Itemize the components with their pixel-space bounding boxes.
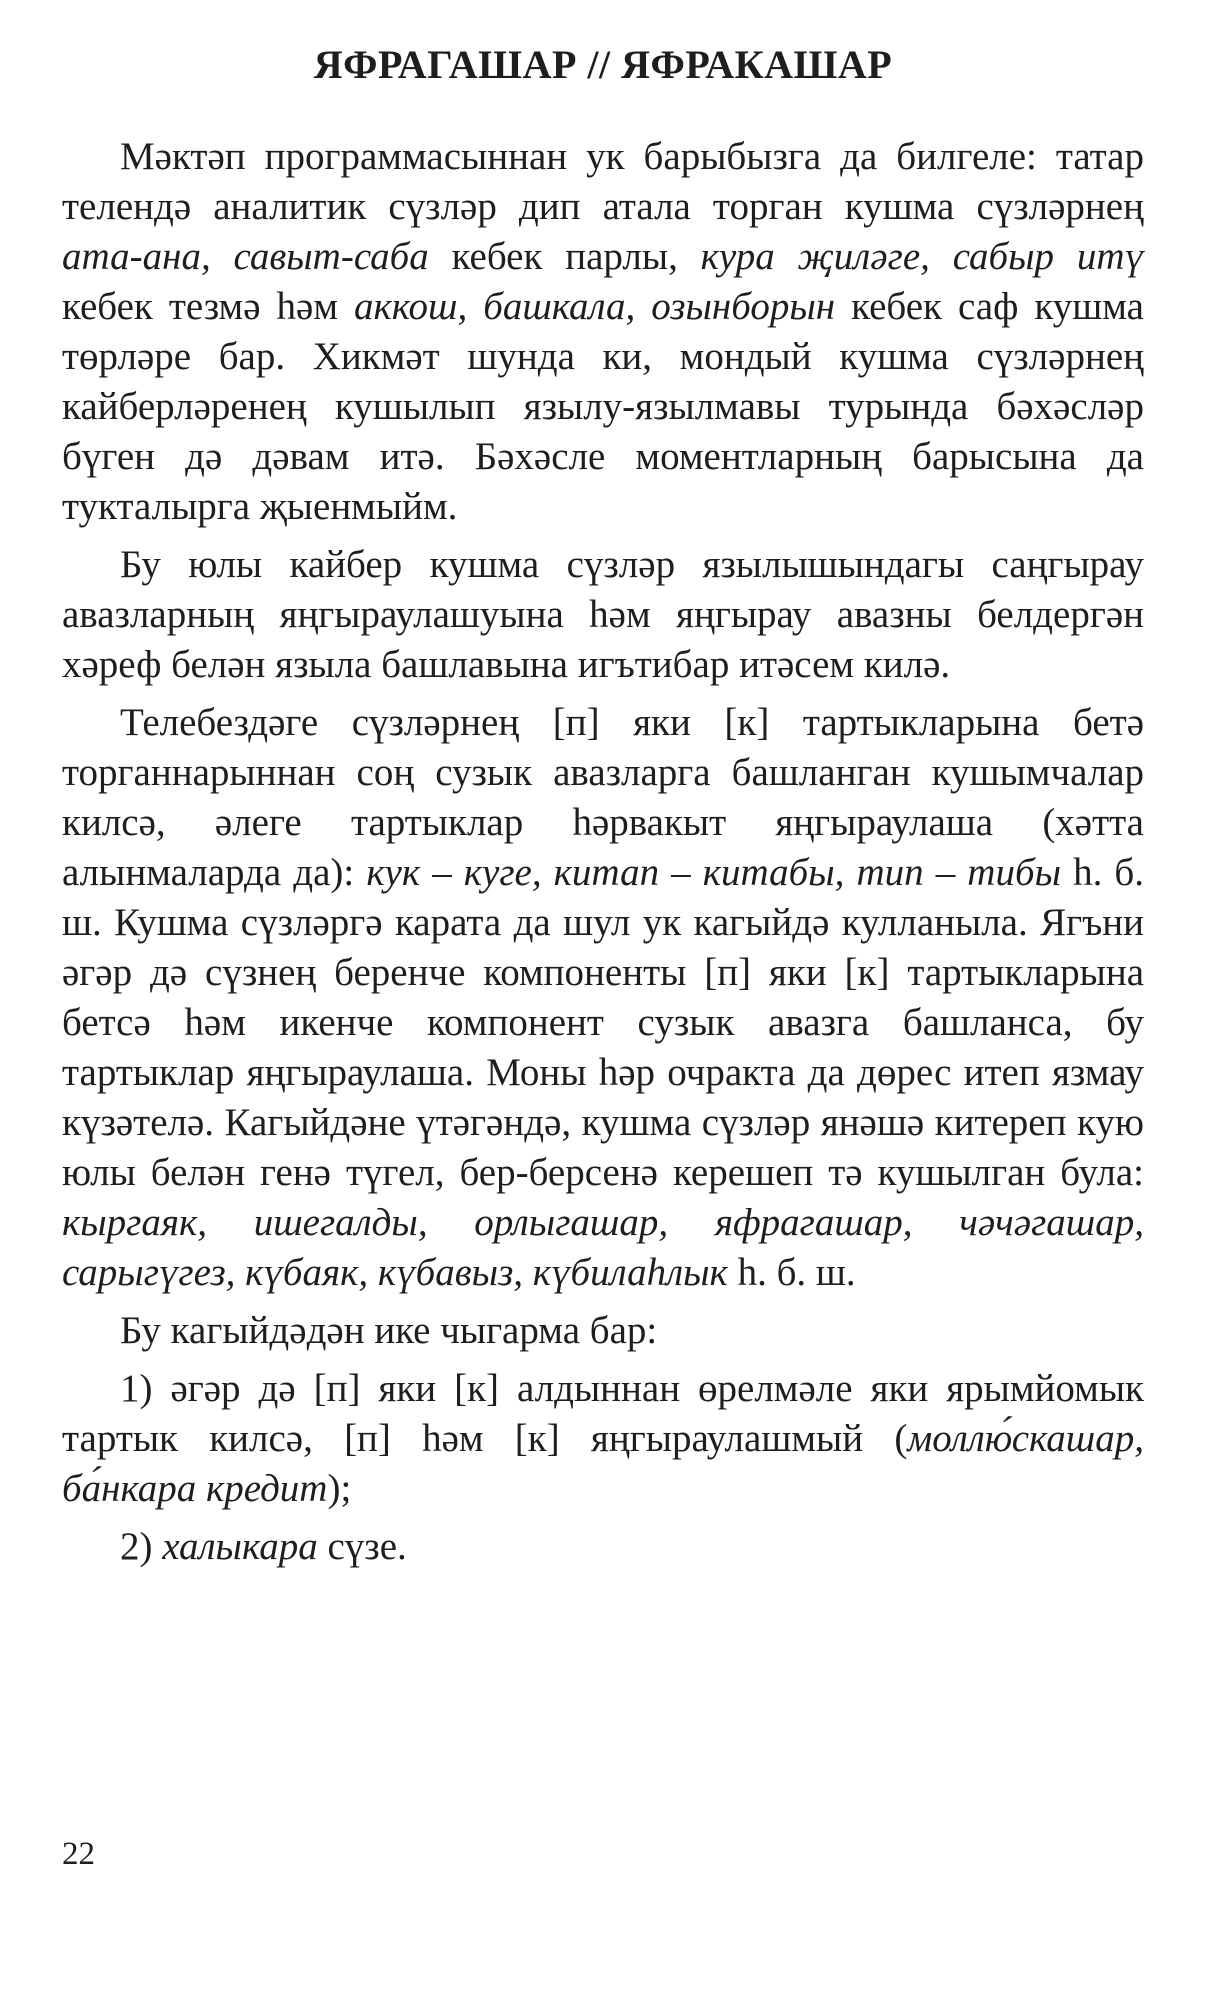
paragraph-text-run: Телебездәге сүзләрнең [п] яки [к] тартыкларына бетә торганнарыннан соң сузык авазларга башланган кушымчалар килсә, әлеге тартыклар һәрвакыт яңгыраулаша (хәтта алынмаларда да):	[62, 701, 1144, 894]
paragraph-2	[62, 540, 1144, 690]
paragraph-text-run: һ. б. ш.	[727, 1251, 856, 1294]
italic-example-text: халыкара	[162, 1525, 318, 1568]
paragraph-text-run: Бу юлы кайбер кушма сүзләр язылышындагы саңгырау авазларның яңгыраулашуына һәм яңгырау авазны белдергән хәреф белән языла башлавына игътибар итәсем килә.	[62, 543, 1144, 686]
paragraph-3	[62, 698, 1144, 1298]
paragraph-text-run: сүзе.	[317, 1525, 407, 1568]
italic-example-text: ата-ана, савыт-саба	[62, 235, 429, 278]
paragraph-text-run: Бу кагыйдәдән ике чыгарма бар:	[120, 1309, 658, 1352]
paragraph-text-run: кебек саф кушма төрләре бар. Хикмәт шунда ки, мондый кушма сүзләрнең кайберләренең кушылып язылу-язылмавы турында бәхәсләр бүген дә дәвам итә. Бәхәсле моментларның барысына да тукталырга җыенмыйм.	[62, 285, 1144, 528]
paragraph-text-run: кебек парлы,	[428, 235, 701, 278]
page-title: ЯФРАГАШАР // ЯФРАКАШАР	[313, 42, 893, 87]
italic-example-text: кыргаяк, ишегалды, орлыгашар, яфрагашар, чәчәгашар, сарыгүгез, күбаяк, күбавыз, күбилаһлык	[62, 1201, 1144, 1294]
paragraph-text-run: 1) әгәр дә [п] яки [к] алдыннан өрелмәле яки ярымйомык тартык килсә, [п] һәм [к] яңгыраулашмый (	[62, 1367, 1144, 1460]
italic-example-text: аккош, башкала, озынборын	[354, 285, 836, 328]
paragraph-6	[62, 1522, 1144, 1572]
italic-example-text: кук – куге, китап – китабы, тип – тибы	[366, 851, 1061, 894]
paragraph-text-run: һ. б. ш. Кушма сүзләргә карата да шул ук кагыйдә кулланыла. Ягъни әгәр дә сүзнең беренче компоненты [п] яки [к] тартыкларына бетсә һәм икенче компонент сузык авазга башланса, бу тартыклар яңгыраулаша. Моны һәр очракта да дөрес итеп язмау күзәтелә. Кагыйдәне үтәгәндә, кушма сүзләр янәшә китереп кую юлы белән генә түгел, бер-берсенә керешеп тә кушылган була:	[62, 851, 1144, 1194]
paragraph-text-run: );	[327, 1467, 352, 1510]
page-number: 22	[62, 1836, 95, 1872]
document-page	[62, 40, 1144, 1960]
paragraph-text-run: Мәктәп программасыннан ук барыбызга да билгеле: татар телендә аналитик сүзләр дип атала торган кушма сүзләрнең	[62, 135, 1144, 228]
paragraph-1	[62, 132, 1144, 532]
paragraph-text-run: 2)	[120, 1525, 163, 1568]
italic-example-text: моллю́скашар, ба́нкара кредит	[62, 1417, 1144, 1510]
paragraph-4	[62, 1306, 1144, 1356]
italic-example-text: кура җиләге, сабыр итү	[700, 235, 1144, 278]
paragraph-text-run: кебек тезмә һәм	[62, 285, 355, 328]
paragraph-5	[62, 1364, 1144, 1514]
body-text	[62, 132, 1144, 1572]
